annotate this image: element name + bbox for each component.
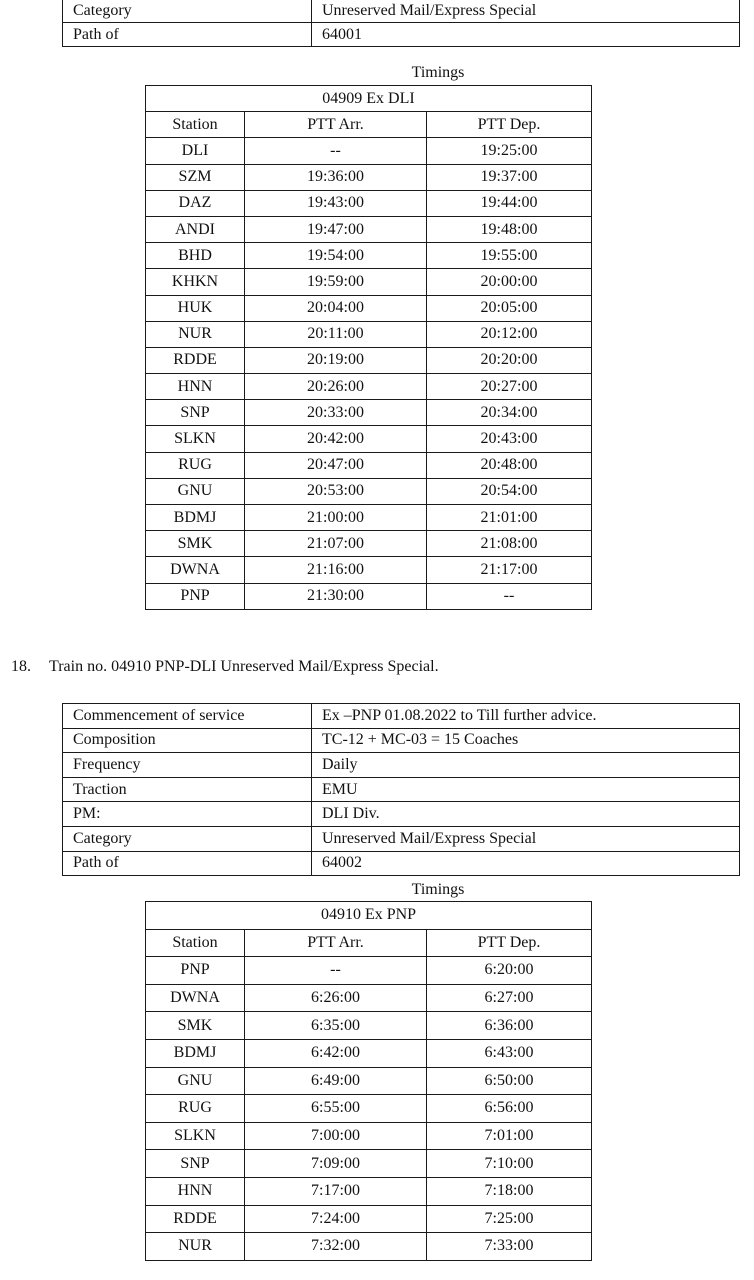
info-label: PM: bbox=[63, 802, 312, 827]
station-cell: SNP bbox=[146, 1150, 245, 1178]
arrival-cell: 21:30:00 bbox=[245, 583, 427, 609]
timetable-row bbox=[146, 190, 592, 216]
timetable-row bbox=[146, 1012, 592, 1040]
station-cell: BHD bbox=[146, 243, 245, 269]
departure-cell: 6:50:00 bbox=[427, 1067, 592, 1095]
info-value: Unreserved Mail/Express Special bbox=[312, 826, 740, 851]
station-cell: DAZ bbox=[146, 190, 245, 216]
arrival-cell: 21:07:00 bbox=[245, 531, 427, 557]
station-cell: NUR bbox=[146, 321, 245, 347]
arrival-cell: 20:47:00 bbox=[245, 452, 427, 478]
station-cell: RDDE bbox=[146, 1205, 245, 1233]
arrival-cell: 20:53:00 bbox=[245, 478, 427, 504]
station-cell: RUG bbox=[146, 452, 245, 478]
station-cell: DWNA bbox=[146, 984, 245, 1012]
arrival-cell: 19:36:00 bbox=[245, 164, 427, 190]
info-label: Commencement of service bbox=[63, 704, 312, 729]
info-row bbox=[63, 728, 740, 753]
timetable-04909 bbox=[145, 85, 592, 610]
arrival-cell: 7:09:00 bbox=[245, 1150, 427, 1178]
info-row bbox=[63, 0, 740, 23]
arrival-cell: 19:47:00 bbox=[245, 216, 427, 242]
timings-heading: Timings bbox=[411, 64, 465, 81]
timetable-row bbox=[146, 557, 592, 583]
timetable-row bbox=[146, 400, 592, 426]
arrival-cell: 7:17:00 bbox=[245, 1177, 427, 1205]
departure-cell: 20:34:00 bbox=[427, 400, 592, 426]
departure-cell: 6:36:00 bbox=[427, 1012, 592, 1040]
timetable-row bbox=[146, 269, 592, 295]
timetable-body bbox=[146, 902, 592, 1261]
info-value: EMU bbox=[312, 777, 740, 802]
departure-cell: 20:00:00 bbox=[427, 269, 592, 295]
info-row bbox=[63, 23, 740, 47]
departure-cell: 19:55:00 bbox=[427, 243, 592, 269]
departure-cell: 7:33:00 bbox=[427, 1233, 592, 1261]
timings-heading: Timings bbox=[411, 881, 465, 898]
timetable-row bbox=[146, 138, 592, 164]
arrival-cell: 20:11:00 bbox=[245, 321, 427, 347]
station-cell: HNN bbox=[146, 1177, 245, 1205]
arrival-cell: 6:35:00 bbox=[245, 1012, 427, 1040]
info-label: Category bbox=[63, 826, 312, 851]
station-cell: ANDI bbox=[146, 216, 245, 242]
arrival-cell: 20:26:00 bbox=[245, 374, 427, 400]
timetable-header-row bbox=[146, 929, 592, 957]
timetable-row bbox=[146, 1067, 592, 1095]
info-value: TC-12 + MC-03 = 15 Coaches bbox=[312, 728, 740, 753]
info-value: Daily bbox=[312, 753, 740, 778]
service-info-table-top bbox=[62, 0, 740, 47]
departure-cell: 20:12:00 bbox=[427, 321, 592, 347]
info-value: Ex –PNP 01.08.2022 to Till further advice. bbox=[312, 704, 740, 729]
section-number: 18. bbox=[11, 658, 31, 675]
timetable-row bbox=[146, 164, 592, 190]
departure-cell: 20:05:00 bbox=[427, 295, 592, 321]
departure-cell: 20:27:00 bbox=[427, 374, 592, 400]
timetable-row bbox=[146, 347, 592, 373]
service-info-table bbox=[62, 703, 740, 876]
timetable-row bbox=[146, 426, 592, 452]
timetable-row bbox=[146, 216, 592, 242]
station-cell: SMK bbox=[146, 1012, 245, 1040]
column-header-arrival: PTT Arr. bbox=[245, 112, 427, 138]
timetable-title-row bbox=[146, 902, 592, 930]
arrival-cell: 20:04:00 bbox=[245, 295, 427, 321]
timetable-row bbox=[146, 1150, 592, 1178]
station-cell: BDMJ bbox=[146, 505, 245, 531]
timetable-row bbox=[146, 374, 592, 400]
departure-cell: 21:08:00 bbox=[427, 531, 592, 557]
station-cell: SLKN bbox=[146, 426, 245, 452]
station-cell: SZM bbox=[146, 164, 245, 190]
info-row bbox=[63, 851, 740, 876]
arrival-cell: 19:43:00 bbox=[245, 190, 427, 216]
departure-cell: 7:25:00 bbox=[427, 1205, 592, 1233]
info-value: 64001 bbox=[312, 23, 740, 47]
arrival-cell: 20:33:00 bbox=[245, 400, 427, 426]
timetable-header-row bbox=[146, 112, 592, 138]
info-value: 64002 bbox=[312, 851, 740, 876]
station-cell: HUK bbox=[146, 295, 245, 321]
info-label: Traction bbox=[63, 777, 312, 802]
arrival-cell: 20:42:00 bbox=[245, 426, 427, 452]
arrival-cell: -- bbox=[245, 138, 427, 164]
timetable-row bbox=[146, 984, 592, 1012]
arrival-cell: 21:00:00 bbox=[245, 505, 427, 531]
column-header-station: Station bbox=[146, 929, 245, 957]
timetable-04910 bbox=[145, 901, 592, 1261]
station-cell: BDMJ bbox=[146, 1039, 245, 1067]
arrival-cell: 7:24:00 bbox=[245, 1205, 427, 1233]
column-header-station: Station bbox=[146, 112, 245, 138]
info-row bbox=[63, 826, 740, 851]
arrival-cell: 20:19:00 bbox=[245, 347, 427, 373]
info-row bbox=[63, 777, 740, 802]
info-row bbox=[63, 802, 740, 827]
info-label: Composition bbox=[63, 728, 312, 753]
station-cell: SNP bbox=[146, 400, 245, 426]
info-value: Unreserved Mail/Express Special bbox=[312, 0, 740, 23]
timetable-row bbox=[146, 1095, 592, 1123]
departure-cell: 7:18:00 bbox=[427, 1177, 592, 1205]
info-value: DLI Div. bbox=[312, 802, 740, 827]
timetable-title: 04910 Ex PNP bbox=[146, 902, 592, 930]
arrival-cell: 19:54:00 bbox=[245, 243, 427, 269]
arrival-cell: 6:42:00 bbox=[245, 1039, 427, 1067]
service-info-body bbox=[63, 0, 740, 47]
timetable-row bbox=[146, 531, 592, 557]
timetable-row bbox=[146, 321, 592, 347]
station-cell: RDDE bbox=[146, 347, 245, 373]
departure-cell: 7:10:00 bbox=[427, 1150, 592, 1178]
timetable-row bbox=[146, 452, 592, 478]
timetable-row bbox=[146, 1122, 592, 1150]
timetable-row bbox=[146, 505, 592, 531]
timetable-row bbox=[146, 1039, 592, 1067]
station-cell: SMK bbox=[146, 531, 245, 557]
section-heading bbox=[11, 656, 439, 678]
timetable-row bbox=[146, 1177, 592, 1205]
arrival-cell: 7:00:00 bbox=[245, 1122, 427, 1150]
timetable-row bbox=[146, 243, 592, 269]
station-cell: SLKN bbox=[146, 1122, 245, 1150]
timetable-row bbox=[146, 1233, 592, 1261]
timetable-row bbox=[146, 583, 592, 609]
service-info-body bbox=[63, 704, 740, 876]
info-label: Category bbox=[63, 0, 312, 23]
arrival-cell: 6:49:00 bbox=[245, 1067, 427, 1095]
departure-cell: 21:01:00 bbox=[427, 505, 592, 531]
departure-cell: 20:20:00 bbox=[427, 347, 592, 373]
timetable-row bbox=[146, 957, 592, 985]
station-cell: RUG bbox=[146, 1095, 245, 1123]
station-cell: HNN bbox=[146, 374, 245, 400]
departure-cell: 6:43:00 bbox=[427, 1039, 592, 1067]
info-label: Frequency bbox=[63, 753, 312, 778]
arrival-cell: 6:26:00 bbox=[245, 984, 427, 1012]
info-label: Path of bbox=[63, 851, 312, 876]
info-label: Path of bbox=[63, 23, 312, 47]
departure-cell: 20:43:00 bbox=[427, 426, 592, 452]
timetable-row bbox=[146, 1205, 592, 1233]
arrival-cell: 6:55:00 bbox=[245, 1095, 427, 1123]
departure-cell: 19:44:00 bbox=[427, 190, 592, 216]
section-title: Train no. 04910 PNP-DLI Unreserved Mail/Express Special. bbox=[49, 658, 439, 675]
departure-cell: 20:54:00 bbox=[427, 478, 592, 504]
station-cell: PNP bbox=[146, 957, 245, 985]
departure-cell: 6:56:00 bbox=[427, 1095, 592, 1123]
departure-cell: 7:01:00 bbox=[427, 1122, 592, 1150]
timetable-title-row bbox=[146, 86, 592, 112]
arrival-cell: 19:59:00 bbox=[245, 269, 427, 295]
arrival-cell: 7:32:00 bbox=[245, 1233, 427, 1261]
timetable-body bbox=[146, 86, 592, 610]
station-cell: PNP bbox=[146, 583, 245, 609]
departure-cell: 6:27:00 bbox=[427, 984, 592, 1012]
departure-cell: -- bbox=[427, 583, 592, 609]
arrival-cell: -- bbox=[245, 957, 427, 985]
departure-cell: 20:48:00 bbox=[427, 452, 592, 478]
departure-cell: 19:37:00 bbox=[427, 164, 592, 190]
column-header-departure: PTT Dep. bbox=[427, 929, 592, 957]
departure-cell: 21:17:00 bbox=[427, 557, 592, 583]
timetable-row bbox=[146, 478, 592, 504]
column-header-arrival: PTT Arr. bbox=[245, 929, 427, 957]
station-cell: KHKN bbox=[146, 269, 245, 295]
station-cell: DWNA bbox=[146, 557, 245, 583]
arrival-cell: 21:16:00 bbox=[245, 557, 427, 583]
station-cell: NUR bbox=[146, 1233, 245, 1261]
departure-cell: 6:20:00 bbox=[427, 957, 592, 985]
info-row bbox=[63, 753, 740, 778]
departure-cell: 19:48:00 bbox=[427, 216, 592, 242]
column-header-departure: PTT Dep. bbox=[427, 112, 592, 138]
station-cell: GNU bbox=[146, 478, 245, 504]
station-cell: DLI bbox=[146, 138, 245, 164]
info-row bbox=[63, 704, 740, 729]
station-cell: GNU bbox=[146, 1067, 245, 1095]
departure-cell: 19:25:00 bbox=[427, 138, 592, 164]
timetable-title: 04909 Ex DLI bbox=[146, 86, 592, 112]
timetable-row bbox=[146, 295, 592, 321]
